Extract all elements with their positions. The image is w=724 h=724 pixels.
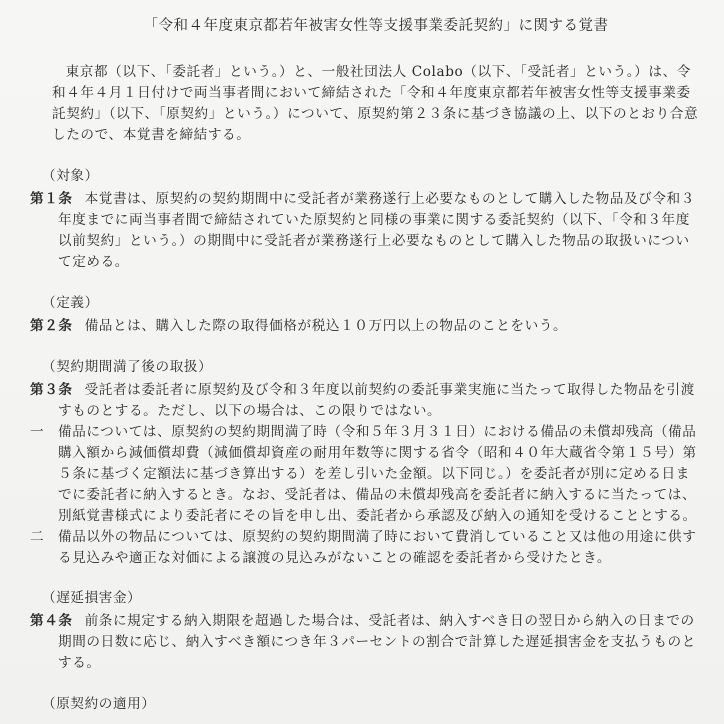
article-2-text: 備品とは、購入した際の取得価格が税込１０万円以上の物品のことをいう。 [84,318,568,334]
item-2-text: 備品以外の物品については、原契約の契約期間満了時において費消していること又は他の用途に供する見込みや適正な対価による譲渡の見込みがないことの確認を委託者から受けたとき。 [58,529,697,566]
article-4-text: 前条に規定する納入期限を超過した場合は、受託者は、納入すべき日の翌日から納入の日までの期間の日数に応じ、納入すべき額につき年３パーセントの割合で計算した遅延損害金を支払うものとする。 [58,613,696,671]
article-1-text: 本覚書は、原契約の契約期間中に受託者が業務遂行上必要なものとして購入した物品及び令和３年度までに両当事者間で締結されていた原契約と同様の事業に関する委託契約（以下、「令和３年度以前契約」という。）の期間中に受託者が業務遂行上必要なものとして購入した物品の取扱いについて定める。 [58,191,695,270]
article-4 [30,611,702,674]
article-4-number: 第４条 [30,613,73,629]
article-3-item-1 [30,422,702,527]
article-1-number: 第１条 [30,191,73,207]
heading-target: （対象） [42,168,99,184]
spacer [30,569,702,588]
heading-definition: （定義） [42,295,99,311]
article-2 [30,316,702,337]
article-3-number: 第３条 [30,382,73,398]
item-2-number: 二 [30,529,45,545]
article-1 [30,189,702,273]
item-1-number: 一 [30,424,45,440]
document-title: 「令和４年度東京都若年被害女性等支援事業委託契約」に関する覚書 [143,18,609,34]
article-3 [30,380,702,422]
article-3-text: 受託者は委託者に原契約及び令和３年度以前契約の委託事業実施に当たって取得した物品を引渡すものとする。ただし、以下の場合は、この限りではない。 [58,382,695,419]
article-2-number: 第２条 [30,318,73,334]
heading-late-damages: （遅延損害金） [42,590,142,606]
intro-paragraph: 東京都（以下、「委託者」という。）と、一般社団法人 Colabo（以下、「受託者」という。）は、令和４年４月１日付けで両当事者間において締結された「令和４年度東京都若年被害女性等支援事業委託契約」（以下、「原契約」という。）について、原契約第２３条に基づき協議の上、以下のとおり合意したので、本覚書を締結する。 [52,64,699,143]
heading-application: （原契約の適用） [42,696,156,712]
heading-after-expiry: （契約期間満了後の取扱） [42,359,213,375]
article-3-item-2 [30,527,702,569]
item-1-text: 備品については、原契約の契約期間満了時（令和５年３月３１日）における備品の未償却残高（備品購入額から減価償却費（減価償却資産の耐用年数等に関する省令（昭和４０年大蔵省令第１５号）第５条に基づく定額法に基づき算出する）を差し引いた金額。以下同じ。）を委託者が別に定める日までに委託者に納入するとき。なお、受託者は、備品の未償却残高を委託者に納入するに当たっては、別紙覚書様式により委託者にその旨を申し出、委託者から承認及び納入の通知を受けることとする。 [58,424,697,524]
